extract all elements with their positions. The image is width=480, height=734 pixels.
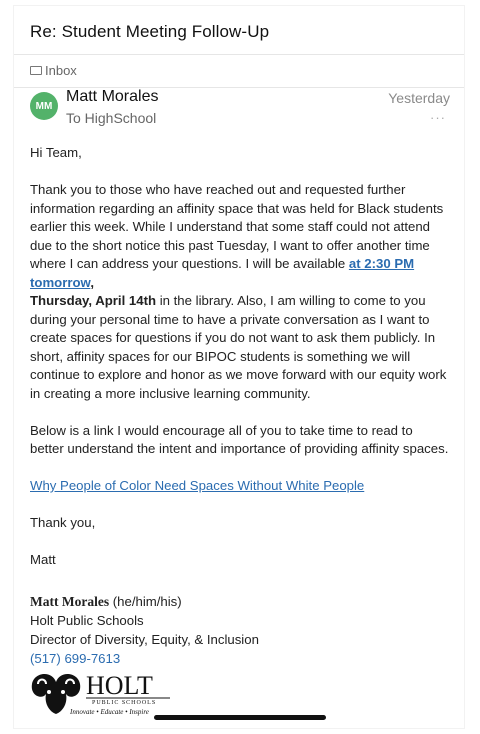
logo-subtitle: PUBLIC SCHOOLS [92, 700, 157, 706]
logo-word: HOLT [86, 671, 153, 700]
greeting: Hi Team, [30, 145, 82, 160]
meeting-date: Thursday, April 14th [30, 293, 157, 308]
para1-text: Thank you to those who have reached out and requested further information regarding an affinity space that was held for Black students earlier this week. While I understand that some staff could not attend due to the short notice this past Tuesday, I want to offer another time where I can address your questions. I will be available [30, 182, 444, 271]
signoff: Matt [30, 552, 56, 567]
folder-label[interactable] [30, 63, 77, 78]
signature-org: Holt Public Schools [30, 613, 144, 628]
folder-name: Inbox [45, 63, 77, 78]
signature-pronouns: (he/him/his) [109, 594, 182, 609]
article-link[interactable]: Why People of Color Need Spaces Without White People [30, 478, 365, 493]
para1-comma: , [90, 274, 94, 290]
email-body [30, 144, 450, 588]
more-options-button[interactable]: ··· [430, 110, 446, 125]
ram-head-icon [30, 670, 180, 716]
email-subject: Re: Student Meeting Follow-Up [30, 22, 270, 41]
recipient-line[interactable]: To HighSchool [66, 110, 157, 126]
paragraph-2: Below is a link I would encourage all of you to take time to read to better understand the intent and importance of providing affinity spaces. [30, 422, 449, 456]
signature-title: Director of Diversity, Equity, & Inclusion [30, 632, 259, 647]
para1-rest: in the library. Also, I am willing to come to you during your personal time to have a private conversation as I want to create spaces for questions if you do not want to ask them publicly. In short, affinity spaces for our BIPOC students is something we will continue to explore and honor as we move forward with our equity work in creating a more inclusive learning community. [30, 293, 447, 401]
signature-phone[interactable]: (517) 699-7613 [30, 651, 121, 666]
email-view [14, 6, 464, 728]
signature-name: Matt Morales [30, 594, 110, 609]
home-indicator[interactable] [154, 715, 326, 720]
folder-bar [14, 54, 464, 88]
paragraph-1 [30, 181, 450, 403]
logo-tagline: Innovate • Educate • Inspire [70, 708, 149, 716]
holt-logo [30, 670, 180, 716]
meeting-time-link[interactable]: at 2:30 PM tomorrow [30, 256, 415, 290]
avatar[interactable]: MM [30, 92, 58, 120]
signature-block [30, 592, 259, 668]
closing: Thank you, [30, 515, 96, 530]
sender-name[interactable]: Matt Morales [66, 88, 159, 105]
email-date: Yesterday [388, 90, 450, 106]
inbox-icon [30, 66, 42, 75]
